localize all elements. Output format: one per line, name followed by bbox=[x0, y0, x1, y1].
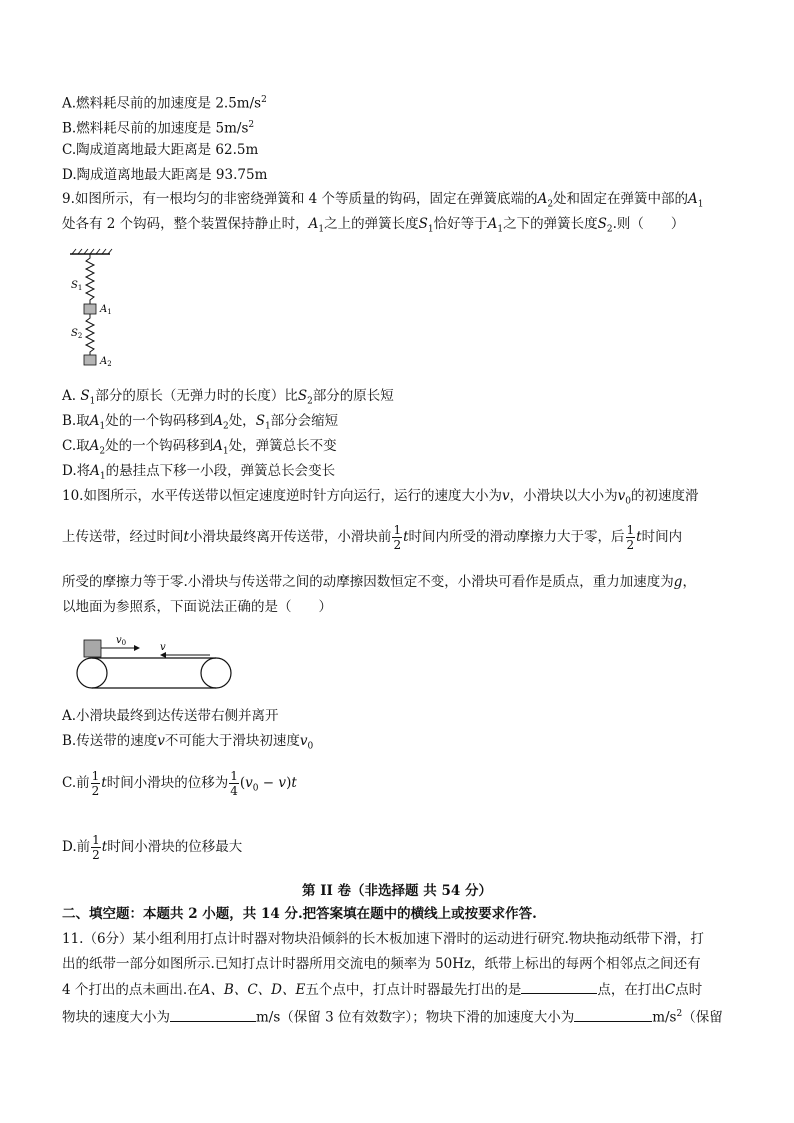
q10-stem-line3: 所受的摩擦力等于零.小滑块与传送带之间的动摩擦因数恒定不变，小滑块可看作是质点，重力加速度为g， bbox=[62, 574, 696, 590]
q9-option-d: D.将$A_1$的悬挂点下移一小段，弹簧总长会变长 bbox=[62, 463, 336, 482]
label-s1: $S_1$ bbox=[71, 280, 83, 292]
weight-a1 bbox=[84, 304, 96, 314]
answer-blank-first-point[interactable] bbox=[521, 979, 597, 994]
q11-line4: 物块的速度大小为 m/s（保留 3 位有效数字）；物块下滑的加速度大小为 $m/s^2$（保留 bbox=[62, 1004, 723, 1028]
q9-stem-line2: 处各有 2 个钩码，整个装置保持静止时，$A_1$之上的弹簧长度$S_1$恰好等于$A_1$之下的弹簧长度$S_2$.则（ ） bbox=[62, 216, 685, 235]
q10-option-c: C.前 $\frac{1}{2}$ t时间小滑块的位移为 $\frac{1}{4}$ $(v_0 - v)t$ bbox=[62, 769, 297, 798]
spring-upper bbox=[86, 254, 94, 304]
q10-option-b: B.传送带的速度v不可能大于滑块初速度$v_0$ bbox=[62, 733, 314, 752]
q9-option-b: B.取$A_1$处的一个钩码移到$A_2$处，$S_1$部分会缩短 bbox=[62, 413, 339, 432]
q9-option-a: A. $S_1$部分的原长（无弹力时的长度）比$S_2$部分的原长短 bbox=[62, 388, 394, 407]
label-a2: $A_2$ bbox=[100, 356, 112, 368]
label-v0: $v_0$ bbox=[116, 635, 127, 647]
q11-line3: 4 个打出的点未画出.在A、B、C、D、E五个点中，打点计时器最先打出的是 点，在打出C点时 bbox=[62, 979, 702, 1000]
v0-arrowhead bbox=[134, 645, 140, 651]
q10-option-a: A.小滑块最终到达传送带右侧并离开 bbox=[62, 708, 279, 724]
ceiling-hatch bbox=[72, 249, 112, 254]
spring-figure bbox=[62, 248, 142, 373]
answer-blank-velocity[interactable] bbox=[170, 1007, 256, 1022]
conveyor-figure bbox=[70, 628, 240, 692]
left-roller bbox=[77, 658, 107, 688]
label-a1: $A_1$ bbox=[100, 304, 112, 316]
section-heading: 二、填空题：本题共 2 小题，共 14 分.把答案填在题中的横线上或按要求作答. bbox=[62, 906, 537, 922]
q10-stem-line2: 上传送带，经过时间t小滑块最终离开传送带，小滑块前 $\frac{1}{2}$ t时间内所受的滑动摩擦力大于零，后 $\frac{1}{2}$ t时间内 bbox=[62, 523, 683, 552]
spring-lower bbox=[86, 314, 94, 355]
q10-stem-line4: 以地面为参照系，下面说法正确的是（ ） bbox=[62, 599, 332, 615]
q8-option-d: D.陶成道离地最大距离是 93.75m bbox=[62, 167, 268, 183]
q8-option-c: C.陶成道离地最大距离是 62.5m bbox=[62, 142, 259, 158]
answer-blank-acceleration[interactable] bbox=[574, 1007, 652, 1022]
weight-a2 bbox=[84, 355, 96, 365]
q10-stem-line1: 10.如图所示，水平传送带以恒定速度逆时针方向运行，运行的速度大小为v，小滑块以大小为$v_0$的初速度滑 bbox=[62, 488, 699, 507]
q8-option-b: B.燃料耗尽前的加速度是 $5m/s^2$ bbox=[62, 120, 255, 137]
q10-option-d: D.前 $\frac{1}{2}$ t时间小滑块的位移最大 bbox=[62, 833, 243, 862]
slider-block bbox=[84, 640, 101, 657]
section-title: 第 II 卷（非选择题 共 54 分） bbox=[302, 883, 492, 899]
q8-option-a: A.燃料耗尽前的加速度是 $2.5m/s^2$ bbox=[62, 95, 267, 112]
q11-line2: 出的纸带一部分如图所示.已知打点计时器所用交流电的频率为 50Hz，纸带上标出的每两个相邻点之间还有 bbox=[62, 956, 701, 972]
q9-option-c: C.取$A_2$处的一个钩码移到$A_1$处，弹簧总长不变 bbox=[62, 438, 337, 457]
q9-stem-line1: 9.如图所示，有一根均匀的非密绕弹簧和 4 个等质量的钩码，固定在弹簧底端的$A_2$处和固定在弹簧中部的$A_1$ bbox=[62, 191, 704, 210]
q11-line1: 11.（6分）某小组利用打点计时器对物块沿倾斜的长木板加速下滑时的运动进行研究.物块拖动纸带下滑，打 bbox=[62, 931, 704, 947]
right-roller bbox=[201, 658, 231, 688]
label-v: v bbox=[160, 642, 166, 653]
label-s2: $S_2$ bbox=[71, 328, 83, 340]
